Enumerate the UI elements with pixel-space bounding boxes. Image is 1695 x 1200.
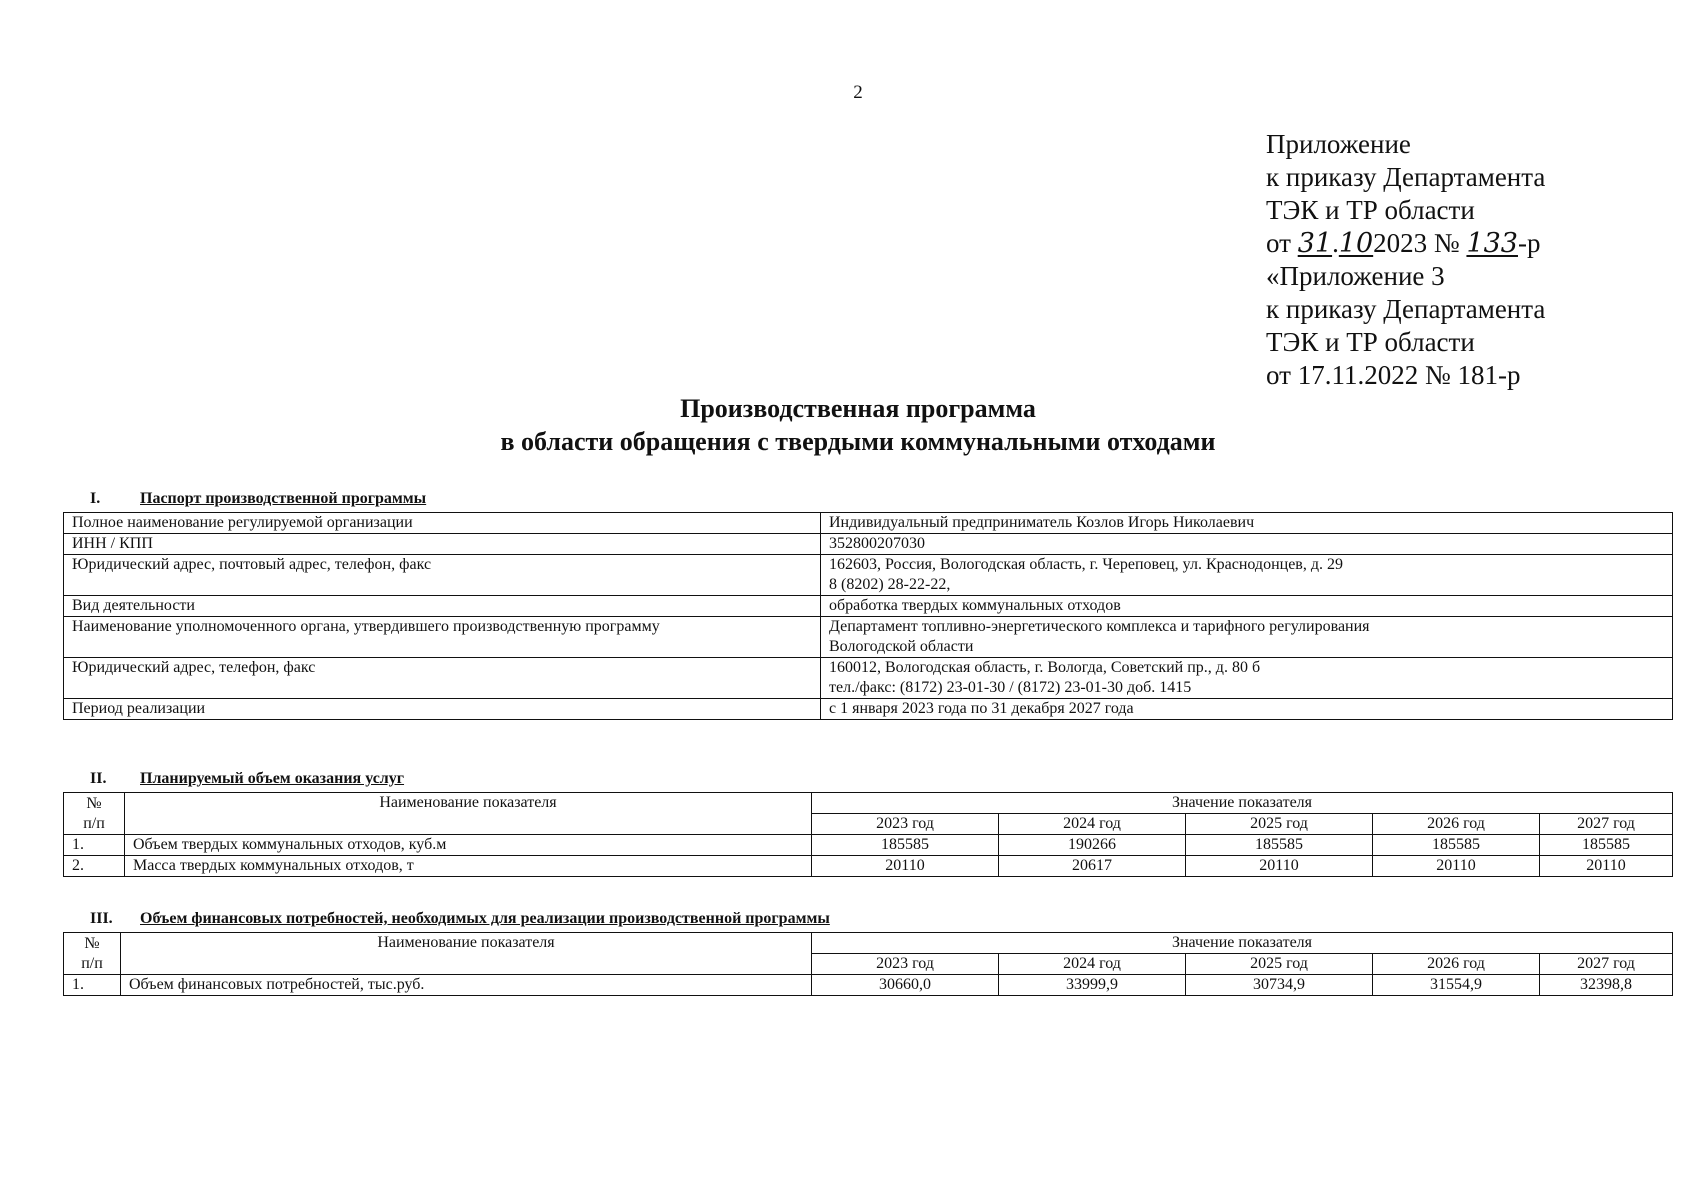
row-value: 20110 <box>812 856 999 877</box>
row-value: 32398,8 <box>1540 975 1673 996</box>
row-value: 20617 <box>999 856 1186 877</box>
value-line: 160012, Вологодская область, г. Вологда, Советский пр., д. 80 б <box>829 659 1261 676</box>
passport-label: Юридический адрес, телефон, факс <box>64 658 821 699</box>
table-row <box>64 856 1673 877</box>
row-num: 1. <box>64 975 121 996</box>
passport-table <box>63 512 1673 720</box>
order-suffix: -р <box>1517 228 1541 258</box>
section-number: III. <box>90 910 113 927</box>
year-header: 2023 год <box>812 954 999 975</box>
passport-label: Юридический адрес, почтовый адрес, телефон, факс <box>64 555 821 596</box>
appendix-line: «Приложение 3 <box>1266 261 1445 291</box>
passport-label: ИНН / КПП <box>64 534 821 555</box>
row-value: 185585 <box>1186 835 1373 856</box>
header-text: п/п <box>81 954 103 972</box>
order-dot: . <box>1332 228 1339 258</box>
value-line: Вологодской области <box>829 638 974 655</box>
passport-value <box>821 596 1673 617</box>
passport-value <box>821 617 1673 658</box>
order-year: 2023 № <box>1373 228 1467 258</box>
year-header: 2027 год <box>1540 814 1673 835</box>
section-title: Паспорт производственной программы <box>140 490 427 507</box>
value-line: 352800207030 <box>829 535 925 552</box>
passport-label: Вид деятельности <box>64 596 821 617</box>
table-row <box>64 699 1673 720</box>
appendix-line: Приложение <box>1266 129 1411 159</box>
row-value: 30660,0 <box>812 975 999 996</box>
title-line-1: Производственная программа <box>680 394 1036 423</box>
row-value: 31554,9 <box>1373 975 1540 996</box>
page-number: 2 <box>853 82 863 103</box>
passport-label: Полное наименование регулируемой организации <box>64 513 821 534</box>
header-text: п/п <box>83 814 105 832</box>
table-header-row <box>64 933 1673 954</box>
table-row <box>64 658 1673 699</box>
year-header: 2025 год <box>1186 954 1373 975</box>
table-header-row <box>64 793 1673 814</box>
title-line-2: в области обращения с твердыми коммунальными отходами <box>500 427 1216 456</box>
section-title: Планируемый объем оказания услуг <box>140 770 405 787</box>
passport-label: Наименование уполномоченного органа, утвердившего производственную программу <box>64 617 821 658</box>
row-name: Объем твердых коммунальных отходов, куб.м <box>125 835 812 856</box>
section-number: II. <box>90 770 107 787</box>
passport-value <box>821 555 1673 596</box>
handwritten-month: 10 <box>1338 228 1374 259</box>
passport-value <box>821 534 1673 555</box>
section-1-heading <box>90 490 426 508</box>
table-row <box>64 596 1673 617</box>
row-name: Объем финансовых потребностей, тыс.руб. <box>121 975 812 996</box>
section-3-heading <box>90 910 830 928</box>
appendix-line: к приказу Департамента <box>1266 294 1546 324</box>
row-value: 33999,9 <box>999 975 1186 996</box>
appendix-line: к приказу Департамента <box>1266 162 1546 192</box>
finance-table <box>63 932 1673 996</box>
header-text: № <box>84 934 100 952</box>
value-line: Индивидуальный предприниматель Козлов Игорь Николаевич <box>829 514 1255 531</box>
handwritten-day: 31 <box>1297 228 1333 259</box>
year-header: 2024 год <box>999 954 1186 975</box>
section-2-heading <box>90 770 404 788</box>
value-line: тел./факс: (8172) 23-01-30 / (8172) 23-01-30 доб. 1415 <box>829 679 1192 696</box>
row-name: Масса твердых коммунальных отходов, т <box>125 856 812 877</box>
year-header: 2026 год <box>1373 954 1540 975</box>
col-name-header: Наименование показателя <box>121 933 812 975</box>
table-row <box>64 975 1673 996</box>
passport-value <box>821 699 1673 720</box>
row-value: 20110 <box>1186 856 1373 877</box>
year-header: 2025 год <box>1186 814 1373 835</box>
appendix-line: от 17.11.2022 № 181-р <box>1266 360 1521 390</box>
value-line: обработка твердых коммунальных отходов <box>829 597 1121 614</box>
section-number: I. <box>90 490 101 507</box>
col-num-header <box>64 793 125 835</box>
year-header: 2023 год <box>812 814 999 835</box>
appendix-block <box>1266 128 1545 392</box>
row-value: 185585 <box>1373 835 1540 856</box>
year-header: 2026 год <box>1373 814 1540 835</box>
table-row <box>64 617 1673 658</box>
row-value: 185585 <box>1540 835 1673 856</box>
order-date-line <box>1266 227 1545 260</box>
row-value: 185585 <box>812 835 999 856</box>
value-line: 8 (8202) 28-22-22, <box>829 576 951 593</box>
section-title: Объем финансовых потребностей, необходимых для реализации производственной программы <box>140 910 830 927</box>
table-row <box>64 513 1673 534</box>
col-num-header <box>64 933 121 975</box>
document-title <box>0 392 1695 458</box>
row-value: 30734,9 <box>1186 975 1373 996</box>
value-line: с 1 января 2023 года по 31 декабря 2027 года <box>829 700 1134 717</box>
handwritten-order-number: 133 <box>1466 228 1518 259</box>
row-value: 190266 <box>999 835 1186 856</box>
table-row <box>64 835 1673 856</box>
passport-value <box>821 658 1673 699</box>
row-num: 1. <box>64 835 125 856</box>
table-row <box>64 534 1673 555</box>
order-prefix: от <box>1266 228 1298 258</box>
year-header: 2024 год <box>999 814 1186 835</box>
row-num: 2. <box>64 856 125 877</box>
col-value-header: Значение показателя <box>812 933 1673 954</box>
appendix-line: ТЭК и ТР области <box>1266 195 1475 225</box>
header-text: № <box>86 794 102 812</box>
col-value-header: Значение показателя <box>812 793 1673 814</box>
table-row <box>64 555 1673 596</box>
row-value: 20110 <box>1373 856 1540 877</box>
year-header: 2027 год <box>1540 954 1673 975</box>
appendix-line: ТЭК и ТР области <box>1266 327 1475 357</box>
passport-label: Период реализации <box>64 699 821 720</box>
col-name-header: Наименование показателя <box>125 793 812 835</box>
value-line: Департамент топливно-энергетического комплекса и тарифного регулирования <box>829 618 1370 635</box>
row-value: 20110 <box>1540 856 1673 877</box>
value-line: 162603, Россия, Вологодская область, г. Череповец, ул. Краснодонцев, д. 29 <box>829 556 1343 573</box>
volume-table <box>63 792 1673 877</box>
passport-value <box>821 513 1673 534</box>
